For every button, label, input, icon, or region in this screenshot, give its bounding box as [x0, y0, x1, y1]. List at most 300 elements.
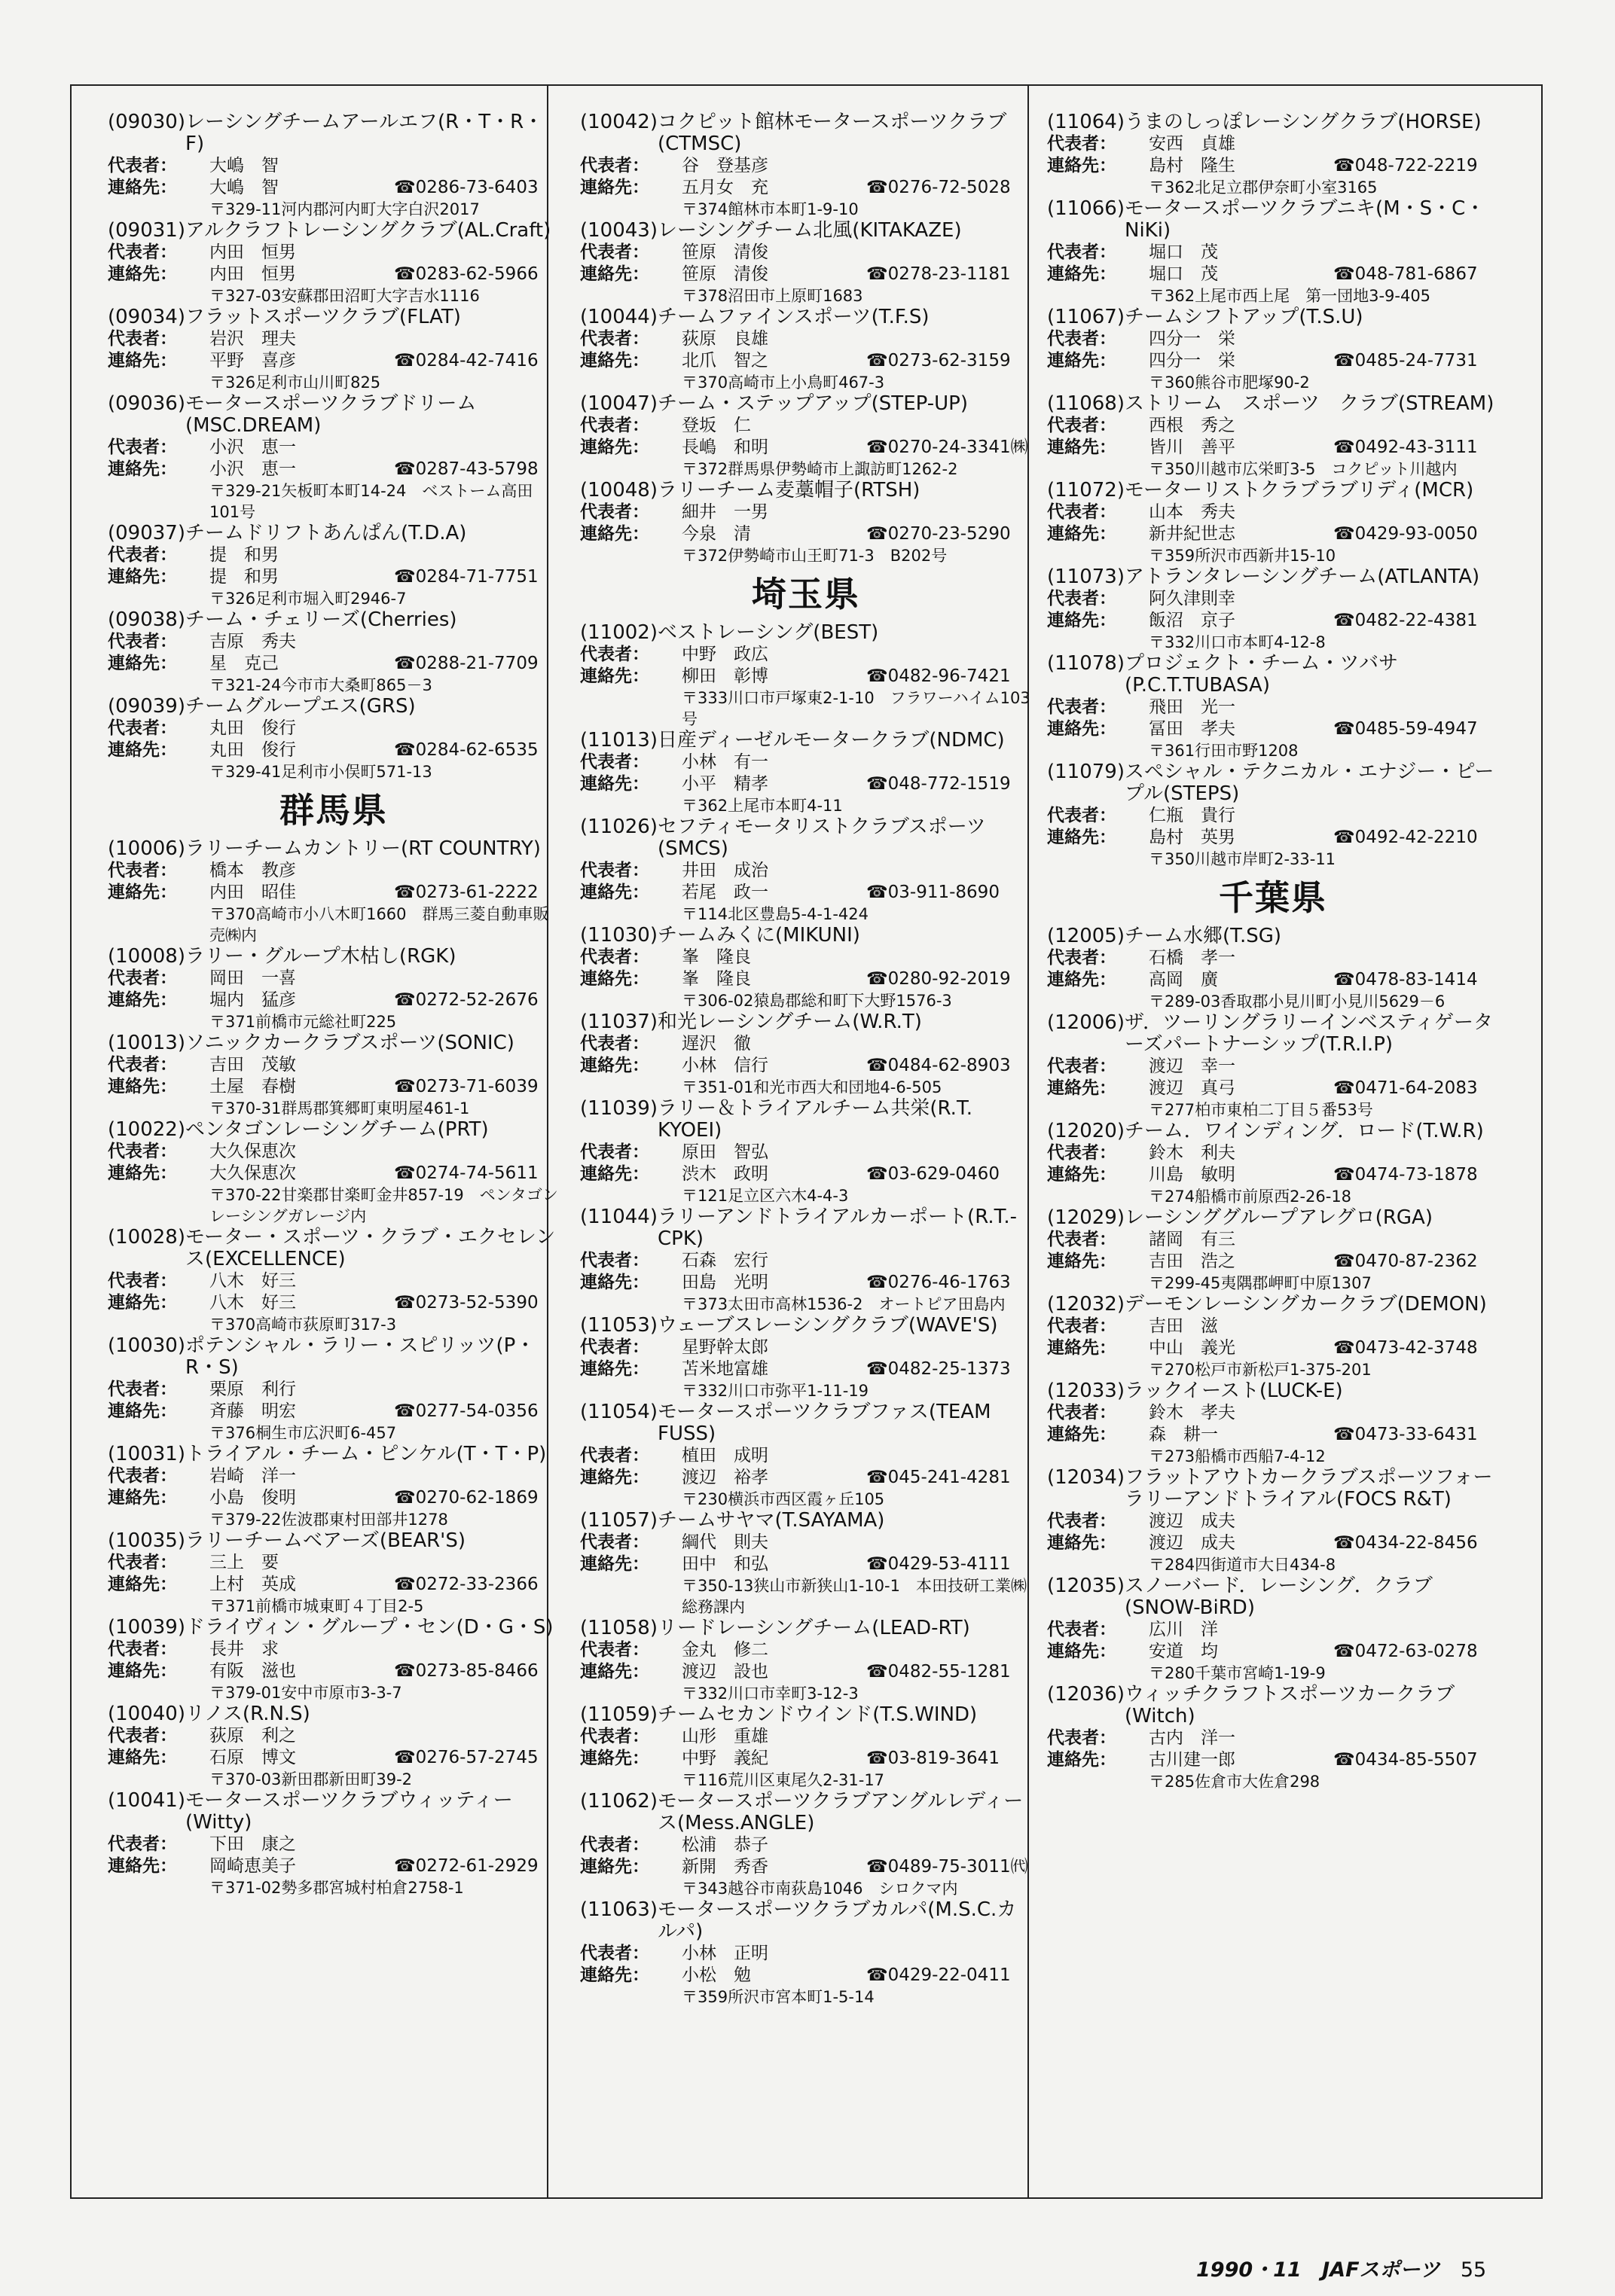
- club-entry: [108, 306, 560, 393]
- contact-row: [108, 1574, 560, 1596]
- representative-row: [108, 155, 560, 177]
- contact-name: 飯沼 京子: [1149, 611, 1235, 630]
- contact-name: 柳田 彰博: [682, 666, 768, 686]
- representative-label: 代表者：: [580, 645, 649, 664]
- contact-label: 連絡先：: [580, 1164, 649, 1184]
- representative-label: 代表者：: [108, 1142, 177, 1161]
- representative-label: 代表者：: [580, 1337, 649, 1357]
- representative-row: [1047, 328, 1499, 350]
- club-code: (10048): [580, 479, 658, 502]
- representative-label: 代表者：: [580, 329, 649, 349]
- club-address: 〒373太田市高林1536-2 オートピア田島内: [682, 1295, 1006, 1313]
- phone-number: ☎0474-73-1878: [1333, 1165, 1478, 1185]
- representative-name: 荻原 利之: [209, 1726, 296, 1746]
- representative-row: [580, 1033, 1032, 1055]
- contact-name: 提 和男: [209, 567, 279, 587]
- contact-row: [108, 1660, 560, 1682]
- club-title: [108, 1617, 560, 1639]
- club-code: (10047): [580, 392, 658, 415]
- representative-name: 石橋 孝一: [1149, 948, 1235, 968]
- contact-row: [1047, 718, 1499, 740]
- contact-name: 渡辺 裕孝: [682, 1468, 768, 1487]
- club-name: モータースポーツクラブドリーム(MSC.DREAM): [185, 392, 477, 437]
- representative-name: 栗原 利行: [209, 1380, 296, 1399]
- representative-name: 橋本 教彦: [209, 861, 296, 880]
- contact-label: 連絡先：: [1047, 438, 1116, 457]
- club-title: [1047, 111, 1499, 133]
- club-address: 〒379-22佐波郡東村田部井1278: [209, 1511, 448, 1529]
- club-title: [580, 925, 1032, 947]
- phone-number: ☎048-772-1519: [866, 774, 1011, 794]
- club-entry: [580, 1315, 1032, 1401]
- contact-row: [1047, 1164, 1499, 1186]
- club-entry: [580, 1098, 1032, 1206]
- contact-name: 渡辺 設也: [682, 1662, 768, 1682]
- representative-row: [108, 1834, 560, 1855]
- contact-row: [580, 882, 1032, 904]
- club-name: モータースポーツクラブウィッティー(Witty): [185, 1789, 513, 1834]
- club-name: スペシャル・テクニカル・エナジー・ピープル(STEPS): [1125, 761, 1494, 805]
- club-title: [108, 1444, 560, 1465]
- contact-name: 冨田 孝夫: [1149, 719, 1235, 739]
- representative-label: 代表者：: [580, 242, 649, 262]
- club-code: (11057): [580, 1509, 658, 1532]
- club-title: [580, 393, 1032, 415]
- representative-row: [1047, 1619, 1499, 1641]
- representative-name: 細井 一男: [682, 502, 768, 522]
- club-title: [580, 1899, 1032, 1943]
- contact-row: [108, 1855, 560, 1877]
- club-address: 〒230横浜市西区霞ヶ丘105: [682, 1490, 885, 1508]
- representative-name: 阿久津則幸: [1149, 589, 1235, 608]
- club-code: (11073): [1047, 566, 1125, 588]
- representative-row: [1047, 805, 1499, 827]
- club-name: ドライヴィン・グループ・セン(D・G・S): [185, 1616, 554, 1639]
- contact-label: 連絡先：: [580, 1662, 649, 1682]
- contact-name: 内田 恒男: [209, 264, 296, 284]
- club-entry: [580, 1618, 1032, 1704]
- club-title: [108, 111, 560, 155]
- club-entry: [108, 1530, 560, 1617]
- representative-name: 山本 秀夫: [1149, 502, 1235, 522]
- phone-number: ☎0286-73-6403: [394, 178, 539, 197]
- representative-name: 遅沢 徹: [682, 1034, 751, 1053]
- club-code: (10043): [580, 219, 658, 242]
- club-name: モーター・スポーツ・クラブ・エクセレンス(EXCELLENCE): [185, 1226, 556, 1270]
- club-address: 〒321-24今市市大桑町865－3: [209, 676, 432, 694]
- representative-row: [580, 1532, 1032, 1554]
- contact-label: 連絡先：: [1047, 1425, 1116, 1444]
- contact-label: 連絡先：: [580, 774, 649, 794]
- club-code: (10028): [108, 1226, 185, 1249]
- contact-name: 土屋 春樹: [209, 1077, 296, 1096]
- club-title: [580, 622, 1032, 644]
- representative-name: 古内 洋一: [1149, 1728, 1235, 1748]
- representative-label: 代表者：: [108, 1466, 177, 1486]
- club-title: [580, 1791, 1032, 1834]
- representative-row: [108, 631, 560, 653]
- club-address: 〒371-02勢多郡宮城村柏倉2758-1: [209, 1879, 464, 1897]
- representative-row: [108, 860, 560, 882]
- club-address: 〒370-03新田郡新田町39-2: [209, 1770, 413, 1788]
- contact-label: 連絡先：: [580, 1056, 649, 1075]
- contact-name: 上村 英成: [209, 1575, 296, 1594]
- representative-label: 代表者：: [108, 1055, 177, 1075]
- club-title: [1047, 566, 1499, 588]
- club-entry: [108, 609, 560, 696]
- club-title: [108, 838, 560, 860]
- page-number: 55: [1460, 2258, 1487, 2282]
- club-code: (11066): [1047, 197, 1125, 220]
- phone-number: ☎0482-25-1373: [866, 1359, 1011, 1379]
- representative-name: 中野 政広: [682, 645, 768, 664]
- club-name: ラリーアンドトライアルカーポート(R.T.-CPK): [658, 1206, 1018, 1250]
- phone-number: ☎0272-52-2676: [394, 990, 539, 1010]
- club-address: 〒332川口市本町4-12-8: [1149, 633, 1326, 651]
- club-entry: [108, 111, 560, 220]
- club-title: [580, 1315, 1032, 1337]
- club-entry: [580, 480, 1032, 566]
- representative-label: 代表者：: [1047, 1511, 1116, 1531]
- contact-row: [580, 666, 1032, 688]
- club-address: 〒329-21矢板町本町14-24 ベストーム高田101号: [209, 482, 533, 521]
- phone-number: ☎0284-62-6535: [394, 740, 539, 760]
- club-address: 〒361行田市野1208: [1149, 742, 1299, 760]
- club-address: 〒326足利市堀入町2946-7: [209, 590, 407, 608]
- club-code: (11068): [1047, 392, 1125, 415]
- phone-number: ☎0489-75-3011㈹: [866, 1857, 1028, 1877]
- phone-number: ☎048-781-6867: [1333, 264, 1478, 284]
- club-address: 〒332川口市幸町3-12-3: [682, 1685, 859, 1703]
- representative-row: [580, 242, 1032, 264]
- representative-name: 山形 重雄: [682, 1727, 768, 1746]
- contact-name: 新井紀世志: [1149, 524, 1235, 544]
- club-title: [108, 946, 560, 968]
- club-address: 〒379-01安中市原市3-3-7: [209, 1684, 402, 1702]
- contact-row: [108, 264, 560, 285]
- contact-label: 連絡先：: [1047, 1533, 1116, 1553]
- contact-label: 連絡先：: [580, 1965, 649, 1985]
- club-title: [108, 220, 560, 242]
- phone-number: ☎0478-83-1414: [1333, 970, 1478, 989]
- club-title: [580, 1618, 1032, 1639]
- contact-row: [1047, 1078, 1499, 1099]
- contact-label: 連絡先：: [580, 1273, 649, 1292]
- representative-row: [108, 544, 560, 566]
- representative-row: [1047, 1402, 1499, 1424]
- representative-name: 植田 成明: [682, 1446, 768, 1465]
- contact-label: 連絡先：: [1047, 970, 1116, 989]
- club-entry: [580, 730, 1032, 816]
- club-code: (09031): [108, 219, 185, 242]
- club-address: 〒350川越市岸町2-33-11: [1149, 850, 1336, 868]
- contact-row: [108, 653, 560, 675]
- club-address: 〒327-03安蘇郡田沼町大字吉水1116: [209, 287, 480, 305]
- club-title: [108, 306, 560, 328]
- club-entry: [108, 1032, 560, 1119]
- representative-row: [580, 752, 1032, 773]
- club-name: リノス(R.N.S): [185, 1703, 310, 1725]
- representative-label: 代表者：: [1047, 1728, 1116, 1748]
- contact-label: 連絡先：: [108, 1163, 177, 1183]
- contact-row: [108, 1076, 560, 1098]
- club-entry: [108, 1703, 560, 1790]
- representative-row: [580, 644, 1032, 666]
- club-name: モータースポーツクラブニキ(M・S・C・NiKi): [1125, 197, 1485, 242]
- club-title: [1047, 1684, 1499, 1727]
- club-name: モータースポーツクラブアングルレディース(Mess.ANGLE): [658, 1790, 1024, 1834]
- club-code: (12035): [1047, 1575, 1125, 1597]
- representative-label: 代表者：: [1047, 416, 1116, 435]
- representative-row: [108, 242, 560, 264]
- representative-label: 代表者：: [1047, 1620, 1116, 1639]
- club-name: モータースポーツクラブカルパ(M.S.C.カルパ): [658, 1898, 1017, 1943]
- club-code: (11044): [580, 1206, 658, 1228]
- representative-row: [1047, 1316, 1499, 1337]
- club-name: うまのしっぽレーシングクラブ(HORSE): [1125, 111, 1482, 133]
- contact-label: 連絡先：: [108, 459, 177, 479]
- club-code: (11079): [1047, 761, 1125, 783]
- club-name: チームサヤマ(T.SAYAMA): [658, 1509, 885, 1532]
- club-name: アトランタレーシングチーム(ATLANTA): [1125, 566, 1480, 588]
- representative-name: 飛田 光一: [1149, 697, 1235, 717]
- representative-name: 岩崎 洋一: [209, 1466, 296, 1486]
- contact-row: [1047, 610, 1499, 632]
- club-name: チーム水郷(T.SG): [1125, 925, 1282, 947]
- contact-label: 連絡先：: [580, 1468, 649, 1487]
- contact-name: 大久保恵次: [209, 1163, 296, 1183]
- contact-row: [108, 566, 560, 588]
- phone-number: ☎0287-43-5798: [394, 459, 539, 479]
- representative-label: 代表者：: [580, 752, 649, 772]
- club-address: 〒371前橋市元総社町225: [209, 1013, 397, 1031]
- representative-label: 代表者：: [1047, 589, 1116, 608]
- contact-row: [1047, 1337, 1499, 1359]
- club-title: [108, 523, 560, 544]
- contact-label: 連絡先：: [580, 351, 649, 370]
- contact-row: [580, 350, 1032, 372]
- club-entry: [1047, 1467, 1499, 1575]
- contact-name: 北爪 智之: [682, 351, 768, 370]
- contact-row: [580, 177, 1032, 199]
- contact-row: [108, 350, 560, 372]
- club-address: 〒372伊勢崎市山王町71-3 B202号: [682, 547, 948, 565]
- contact-row: [1047, 827, 1499, 849]
- phone-number: ☎0484-62-8903: [866, 1056, 1011, 1075]
- club-title: [1047, 198, 1499, 242]
- phone-number: ☎0273-61-2222: [394, 883, 539, 902]
- club-name: ベストレーシング(BEST): [658, 621, 879, 644]
- contact-row: [580, 1965, 1032, 1987]
- representative-row: [580, 1834, 1032, 1856]
- club-name: ストリーム スポーツ クラブ(STREAM): [1125, 392, 1494, 415]
- phone-number: ☎0277-54-0356: [394, 1401, 539, 1421]
- club-code: (10008): [108, 945, 185, 968]
- club-address: 〒329-11河内郡河内町大字白沢2017: [209, 200, 480, 218]
- representative-row: [108, 1141, 560, 1163]
- contact-name: 中山 義光: [1149, 1338, 1235, 1358]
- club-entry: [1047, 653, 1499, 761]
- club-name: チームみくに(MIKUNI): [658, 924, 860, 947]
- club-name: ラリーチーム麦藁帽子(RTSH): [658, 479, 920, 502]
- club-name: ソニックカークラブスポーツ(SONIC): [185, 1032, 514, 1054]
- club-name: 和光レーシングチーム(W.R.T): [658, 1011, 922, 1033]
- contact-label: 連絡先：: [108, 740, 177, 760]
- contact-label: 連絡先：: [580, 438, 649, 457]
- club-code: (11039): [580, 1097, 658, 1120]
- contact-row: [580, 1467, 1032, 1489]
- representative-row: [1047, 1142, 1499, 1164]
- club-code: (12020): [1047, 1120, 1125, 1142]
- representative-name: 岡田 一喜: [209, 968, 296, 988]
- contact-row: [580, 437, 1032, 459]
- club-code: (09036): [108, 392, 185, 415]
- phone-number: ☎03-629-0460: [866, 1164, 1000, 1184]
- representative-label: 代表者：: [580, 1446, 649, 1465]
- representative-label: 代表者：: [1047, 502, 1116, 522]
- club-code: (09039): [108, 695, 185, 718]
- contact-label: 連絡先：: [108, 1856, 177, 1876]
- representative-label: 代表者：: [1047, 134, 1116, 154]
- contact-row: [1047, 969, 1499, 991]
- club-entry: [1047, 111, 1499, 198]
- club-address: 〒359所沢市西新井15-10: [1149, 547, 1336, 565]
- representative-label: 代表者：: [1047, 242, 1116, 262]
- directory-column-1: [108, 111, 560, 1898]
- club-code: (12036): [1047, 1683, 1125, 1706]
- phone-number: ☎0485-59-4947: [1333, 719, 1478, 739]
- club-title: [1047, 653, 1499, 697]
- club-title: [580, 1510, 1032, 1532]
- phone-number: ☎0270-23-5290: [866, 524, 1011, 544]
- representative-label: 代表者：: [108, 1834, 177, 1854]
- club-name: スノーバード．レーシング．クラブ(SNOW-BiRD): [1125, 1575, 1433, 1619]
- representative-row: [580, 155, 1032, 177]
- club-address: 〒370高崎市上小鳥町467-3: [682, 374, 885, 392]
- representative-name: 鈴木 孝夫: [1149, 1403, 1235, 1422]
- club-code: (10013): [108, 1032, 185, 1054]
- contact-row: [108, 1487, 560, 1509]
- club-entry: [580, 1401, 1032, 1510]
- club-title: [1047, 393, 1499, 415]
- club-code: (12032): [1047, 1293, 1125, 1316]
- contact-name: 皆川 善平: [1149, 438, 1235, 457]
- contact-row: [108, 459, 560, 480]
- contact-name: 島村 隆生: [1149, 156, 1235, 175]
- contact-label: 連絡先：: [108, 1077, 177, 1096]
- representative-name: 笹原 清俊: [682, 242, 768, 262]
- phone-number: ☎0429-53-4111: [866, 1554, 1011, 1574]
- club-address: 〒299-45夷隅郡岬町中原1307: [1149, 1274, 1372, 1292]
- representative-label: 代表者：: [580, 1727, 649, 1746]
- representative-name: 小林 有一: [682, 752, 768, 772]
- representative-row: [580, 1726, 1032, 1748]
- club-entry: [580, 1791, 1032, 1899]
- club-name: ラリー・グループ木枯し(RGK): [185, 945, 456, 968]
- contact-row: [580, 1554, 1032, 1575]
- representative-label: 代表者：: [580, 1835, 649, 1855]
- phone-number: ☎0470-87-2362: [1333, 1252, 1478, 1271]
- phone-number: ☎0272-61-2929: [394, 1856, 539, 1876]
- contact-label: 連絡先：: [108, 1661, 177, 1681]
- club-entry: [580, 1206, 1032, 1315]
- club-title: [580, 1011, 1032, 1033]
- club-code: (11058): [580, 1617, 658, 1639]
- contact-name: 古川建一郎: [1149, 1750, 1235, 1770]
- contact-name: 星 克己: [209, 654, 279, 673]
- club-code: (11054): [580, 1401, 658, 1423]
- contact-name: 新開 秀香: [682, 1857, 768, 1877]
- phone-number: ☎0434-22-8456: [1333, 1533, 1478, 1553]
- contact-name: 岡崎恵美子: [209, 1856, 296, 1876]
- club-entry: [1047, 925, 1499, 1012]
- contact-label: 連絡先：: [580, 178, 649, 197]
- club-name: チームグループエス(GRS): [185, 695, 416, 718]
- club-address: 〒378沼田市上原町1683: [682, 287, 863, 305]
- representative-label: 代表者：: [580, 1944, 649, 1963]
- representative-name: 提 和男: [209, 545, 279, 565]
- club-name: チームシフトアップ(T.S.U): [1125, 306, 1363, 328]
- club-entry: [580, 1510, 1032, 1618]
- contact-name: 堀内 猛彦: [209, 990, 296, 1010]
- contact-row: [1047, 1749, 1499, 1771]
- representative-name: 諸岡 有三: [1149, 1230, 1235, 1249]
- representative-name: 渡辺 幸一: [1149, 1057, 1235, 1076]
- contact-row: [1047, 1532, 1499, 1554]
- representative-name: 石森 宏行: [682, 1251, 768, 1270]
- club-entry: [1047, 566, 1499, 653]
- contact-name: 小林 信行: [682, 1056, 768, 1075]
- representative-label: 代表者：: [580, 1532, 649, 1552]
- contact-label: 連絡先：: [580, 1359, 649, 1379]
- club-code: (11053): [580, 1314, 658, 1337]
- contact-label: 連絡先：: [1047, 351, 1116, 370]
- contact-name: 丸田 俊行: [209, 740, 296, 760]
- contact-label: 連絡先：: [1047, 1165, 1116, 1185]
- contact-name: 吉田 浩之: [1149, 1252, 1235, 1271]
- club-entry: [1047, 1207, 1499, 1294]
- club-entry: [108, 1790, 560, 1898]
- club-name: チームセカンドウインド(T.S.WIND): [658, 1703, 978, 1726]
- contact-row: [580, 1661, 1032, 1683]
- club-code: (09038): [108, 608, 185, 631]
- club-name: フラットスポーツクラブ(FLAT): [185, 306, 461, 328]
- club-name: リードレーシングチーム(LEAD-RT): [658, 1617, 970, 1639]
- club-address: 〒343越谷市南荻島1046 シロクマ内: [682, 1880, 958, 1898]
- contact-label: 連絡先：: [108, 1488, 177, 1508]
- club-name: レーシンググループアレグロ(RGA): [1125, 1206, 1433, 1229]
- representative-name: 登坂 仁: [682, 416, 751, 435]
- club-code: (10044): [580, 306, 658, 328]
- contact-name: 川島 敏明: [1149, 1165, 1235, 1185]
- club-address: 〒273船橋市西船7-4-12: [1149, 1447, 1326, 1465]
- club-name: ラリーチームベアーズ(BEAR'S): [185, 1529, 466, 1552]
- representative-label: 代表者：: [1047, 1230, 1116, 1249]
- representative-name: 広川 洋: [1149, 1620, 1218, 1639]
- club-entry: [108, 696, 560, 782]
- representative-label: 代表者：: [108, 156, 177, 175]
- representative-label: 代表者：: [108, 1271, 177, 1291]
- representative-name: 原田 智弘: [682, 1142, 768, 1162]
- club-address: 〒376桐生市広沢町6-457: [209, 1424, 397, 1442]
- contact-row: [580, 1055, 1032, 1077]
- phone-number: ☎0280-92-2019: [866, 969, 1011, 989]
- club-address: 〒114北区豊島5-4-1-424: [682, 905, 869, 923]
- representative-row: [580, 1337, 1032, 1358]
- club-code: (12034): [1047, 1466, 1125, 1489]
- phone-number: ☎0482-22-4381: [1333, 611, 1478, 630]
- contact-label: 連絡先：: [108, 1748, 177, 1767]
